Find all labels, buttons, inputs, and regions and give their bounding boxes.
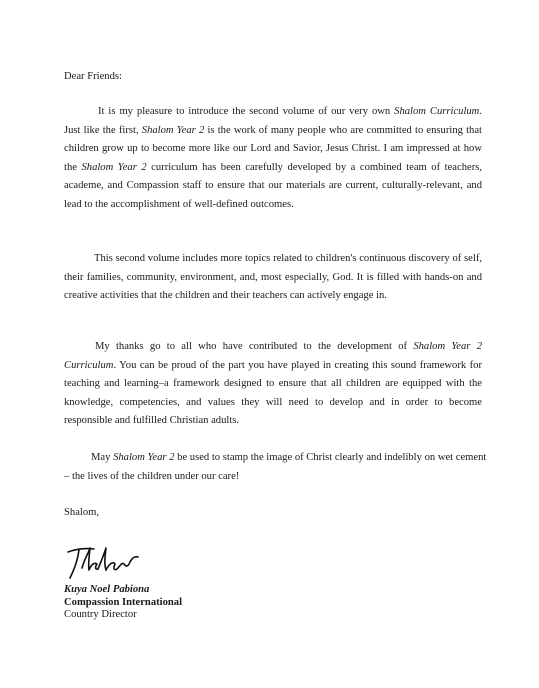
letter-closing: Shalom, bbox=[64, 507, 100, 518]
title-shalom-curriculum: Shalom Curriculum bbox=[394, 106, 480, 117]
letter-paragraph-2 bbox=[64, 250, 482, 306]
paragraph-3-text: My thanks go to all who have contributed to the development of bbox=[95, 341, 414, 352]
title-shalom-year-2: Shalom Year 2 bbox=[113, 452, 175, 463]
paragraph-3-text: . You can be proud of the part you have played in creating this sound framework for teaching and learning–a framework designed to ensure that all children are equipped with the knowledge, competencies, and values they will need to develop and in order to become responsible and fulfilled Christian adults. bbox=[64, 359, 482, 427]
title-shalom-year-2-curriculum: Shalom Year 2 Curriculum bbox=[64, 341, 482, 371]
handwritten-signature-icon bbox=[62, 540, 142, 580]
letter-paragraph-4 bbox=[64, 449, 494, 486]
paragraph-4-text: be used to stamp the image of Christ clearly and indelibly on wet cement – the lives of the children under our care! bbox=[64, 452, 487, 482]
title-shalom-year-2: Shalom Year 2 bbox=[81, 161, 147, 173]
signer-name: Kuya Noel Pabiona bbox=[64, 584, 150, 595]
letter-paragraph-1 bbox=[64, 103, 482, 215]
paragraph-4-text: May bbox=[91, 452, 114, 463]
paragraph-1-text: It is my pleasure to introduce the second volume of our very own bbox=[98, 106, 395, 117]
title-shalom-year-2: Shalom Year 2 bbox=[141, 124, 205, 136]
paragraph-1-text: . Just like the first, bbox=[64, 106, 482, 136]
signer-title: Country Director bbox=[64, 609, 137, 620]
letter-paragraph-3 bbox=[64, 338, 482, 431]
paragraph-1-text: curriculum has been carefully developed by a combined team of teachers, academe, and Compassion staff to ensure that our materials are current, culturally-relevant, and lead to the accomplishment of well-defined outcomes. bbox=[64, 161, 482, 210]
paragraph-1-text: is the work of many people who are committed to ensuring that children grow up to become more like our Lord and Savior, Jesus Christ. I am impressed at how the bbox=[64, 124, 482, 173]
paragraph-2-text: This second volume includes more topics related to children's continuous discovery of self, their families, community, environment, and, most especially, God. It is filled with hands-on and creative activities that the children and their teachers can actively engage in. bbox=[64, 253, 482, 302]
signer-organization: Compassion International bbox=[64, 596, 183, 608]
letter-greeting: Dear Friends: bbox=[64, 71, 122, 82]
signer-block bbox=[64, 584, 182, 622]
